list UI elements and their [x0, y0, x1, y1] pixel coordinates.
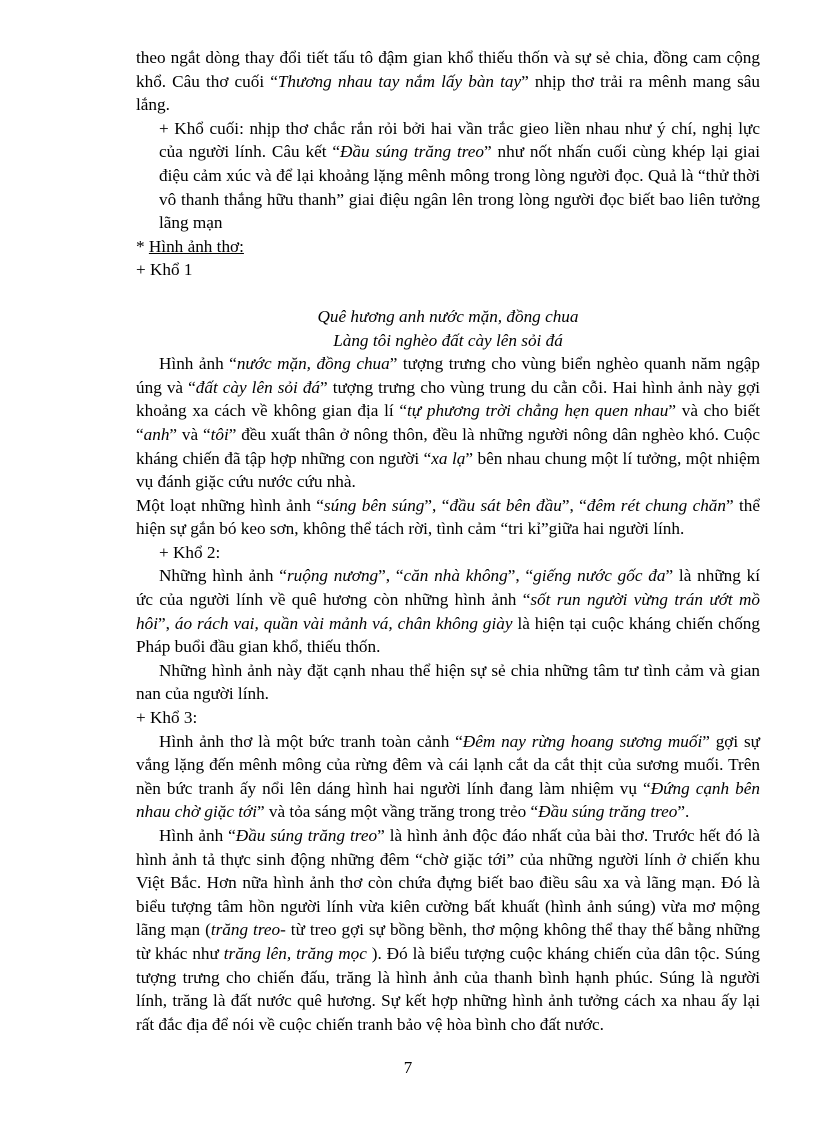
text-run: + Khổ 2:	[159, 542, 221, 562]
text-run: ” gợi sự vắng lặng đến mênh mông của rừng đêm và cái lạnh cắt da cắt thịt của sương muối. Trên nền bức tranh ấy nổi lên dáng hình hai người lính đang làm nhiệm vụ “	[136, 731, 761, 798]
paragraph	[136, 235, 760, 259]
italic-quote: đêm rét chung chăn	[586, 495, 726, 515]
text-run: *	[136, 236, 149, 256]
italic-quote: Quê hương anh nước mặn, đồng chua	[317, 306, 579, 326]
text-run: ”, “	[561, 495, 587, 515]
text-run: Một loạt những hình ảnh “	[136, 495, 324, 515]
text-run: ” tượng trưng cho vùng trung du cằn cỗi. Hai hình ảnh này gợi khoảng xa cách về không gian địa lí “	[136, 377, 761, 421]
italic-quote: trăng treo	[210, 920, 281, 940]
italic-quote: Thương nhau tay nắm lấy bàn tay	[277, 71, 522, 91]
text-run: ”,	[157, 613, 175, 633]
italic-quote: ruộng nương	[286, 566, 379, 586]
italic-quote: đầu sát bên đầu	[449, 495, 562, 515]
italic-quote: trăng lên, trăng mọc	[223, 943, 367, 963]
italic-quote: anh	[143, 424, 170, 444]
italic-quote: Đầu súng trăng treo	[340, 142, 485, 162]
paragraph	[136, 541, 760, 565]
paragraph	[136, 258, 760, 282]
text-run: + Khổ 1	[136, 260, 193, 280]
italic-quote: đất cày lên sỏi đá	[195, 377, 321, 397]
page-number: 7	[403, 1058, 413, 1077]
underlined-heading: Hình ảnh thơ:	[148, 236, 244, 256]
text-run: Những hình ảnh này đặt cạnh nhau thể hiện sự sẻ chia những tâm tư tình cảm và gian nan của người lính.	[136, 660, 760, 704]
text-run: + Khổ cuối: nhịp thơ chắc rắn rỏi bởi hai vần trắc gieo liền nhau như ý chí, nghị lực của người lính. Câu kết “	[159, 118, 760, 162]
italic-quote: sốt run người vừng trán ướt mồ hôi	[136, 590, 760, 633]
paragraph	[136, 46, 760, 117]
italic-quote: nước mặn, đồng chua	[236, 354, 390, 374]
italic-quote: Đứng cạnh bên nhau chờ giặc tới	[136, 778, 760, 822]
text-run: ” nhịp thơ trải ra mênh mang sâu lắng.	[136, 71, 760, 115]
text-run: ” như nốt nhấn cuối cùng khép lại giai điệu cảm xúc và để lại khoảng lặng mênh mông trong lòng người đọc. Quả là “thử thời vô thanh thắng hữu thanh” giai điệu ngân lên trong lòng người đọc biết bao liên tưởng lãng mạn	[159, 142, 760, 233]
text-run: ” đều xuất thân ở nông thôn, đều là những người nông dân nghèo khó. Cuộc kháng chiến đã tập hợp những con người “	[136, 424, 761, 468]
text-run: ” bên nhau chung một lí tưởng, một nhiệm vụ đánh giặc cứu nước cứu nhà.	[136, 448, 760, 492]
paragraph	[136, 117, 760, 235]
paragraph	[136, 329, 760, 353]
text-run: ”.	[677, 802, 690, 822]
text-run: Những hình ảnh “	[159, 566, 287, 586]
text-run: là hiện tại cuộc kháng chiến chống Pháp buổi đầu gian khổ, thiếu thốn.	[136, 613, 760, 657]
document-body	[136, 46, 760, 1036]
italic-quote: súng bên súng	[323, 495, 425, 515]
paragraph	[136, 730, 760, 824]
paragraph	[136, 494, 760, 541]
text-run: - từ treo gợi sự bồng bềnh, thơ mộng không thể thay thế bằng những từ khác như	[136, 920, 760, 963]
text-run: ”, “	[424, 495, 450, 515]
text-run: ). Đó là biểu tượng cuộc kháng chiến của dân tộc. Súng tượng trưng cho chiến đấu, trăng là hình ảnh của thanh bình hạnh phúc. Súng là người lính, trăng là đất nước quê hương. Sự kết hợp những hình ảnh tưởng cách xa nhau ấy lại rất đắc địa để nói về cuộc chiến tranh bảo vệ hòa bình cho đất nước.	[136, 943, 760, 1034]
italic-quote: Đêm nay rừng hoang sương muối	[462, 731, 703, 751]
italic-quote: Làng tôi nghèo đất cày lên sỏi đá	[333, 330, 563, 350]
italic-quote: giếng nước gốc đa	[533, 566, 666, 586]
text-run: ”, “	[378, 566, 404, 586]
text-run: ” là những kí ức của người lính về quê hương còn những hình ảnh “	[136, 566, 761, 610]
italic-quote: tự phương trời chẳng hẹn quen nhau	[407, 401, 669, 421]
text-run: ”, “	[507, 566, 534, 586]
text-run: + Khổ 3:	[136, 708, 198, 728]
paragraph	[136, 564, 760, 658]
text-run: Hình ảnh “	[159, 354, 237, 374]
italic-quote: áo rách vai, quần vài mảnh vá, chân không giày	[174, 613, 513, 633]
paragraph	[136, 352, 760, 494]
text-run: ” và “	[169, 424, 211, 444]
text-run: ” và tỏa sáng một vầng trăng trong trẻo “	[256, 802, 539, 822]
italic-quote: Đầu súng trăng treo	[538, 802, 678, 822]
paragraph	[136, 659, 760, 706]
text-run: ” tượng trưng cho vùng biển nghèo quanh năm ngập úng và “	[136, 354, 760, 397]
text-run: ” và cho biết “	[136, 401, 760, 444]
paragraph	[136, 706, 760, 730]
text-run: Hình ảnh “	[159, 826, 236, 845]
paragraph	[136, 824, 760, 1036]
paragraph	[136, 305, 760, 329]
italic-quote: Đầu súng trăng treo	[235, 826, 378, 845]
italic-quote: tôi	[210, 424, 229, 444]
text-run: Hình ảnh thơ là một bức tranh toàn cảnh “	[159, 731, 463, 751]
text-run: ” là hình ảnh độc đáo nhất của bài thơ. Trước hết đó là hình ảnh tả thực sinh động những đêm “chờ giặc tới” của những người lính ở chiến khu Việt Bắc. Hơn nữa hình ảnh thơ còn chứa đựng biết bao điều sâu xa và lãng mạn. Đó là biểu tượng tâm hồn người lính vừa kiên cường bất khuất (hình ảnh súng) vừa mơ mộng lãng mạn (	[136, 826, 760, 940]
text-run: ” thể hiện sự gắn bó keo sơn, không thể tách rời, tình cảm “tri kỉ”giữa hai người lính.	[136, 495, 760, 539]
italic-quote: căn nhà không	[403, 566, 508, 586]
italic-quote: xa lạ	[431, 448, 466, 468]
text-run: theo ngắt dòng thay đổi tiết tấu tô đậm gian khổ thiếu thốn và sự sẻ chia, đồng cam cộng khổ. Câu thơ cuối “	[136, 48, 760, 91]
spacer	[136, 282, 760, 305]
